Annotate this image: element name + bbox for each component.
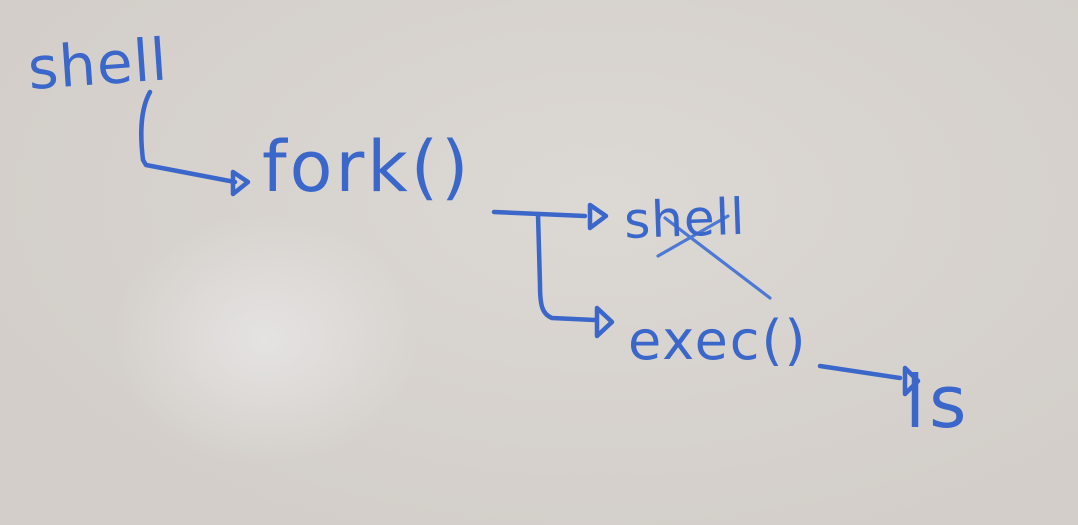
edge-exec-to-ls bbox=[820, 366, 900, 378]
arrowhead-shell bbox=[590, 205, 606, 228]
ls-node: ls bbox=[905, 360, 971, 444]
shell-child-node: shell bbox=[623, 187, 747, 250]
edge-fork-to-exec bbox=[538, 214, 595, 320]
fork-node: fork() bbox=[262, 126, 472, 208]
edge-shell-to-fork bbox=[141, 92, 235, 182]
arrowhead-fork bbox=[233, 172, 248, 194]
arrowhead-exec bbox=[597, 308, 612, 336]
shell-node: shell bbox=[25, 25, 170, 103]
exec-node: exec() bbox=[628, 309, 808, 372]
